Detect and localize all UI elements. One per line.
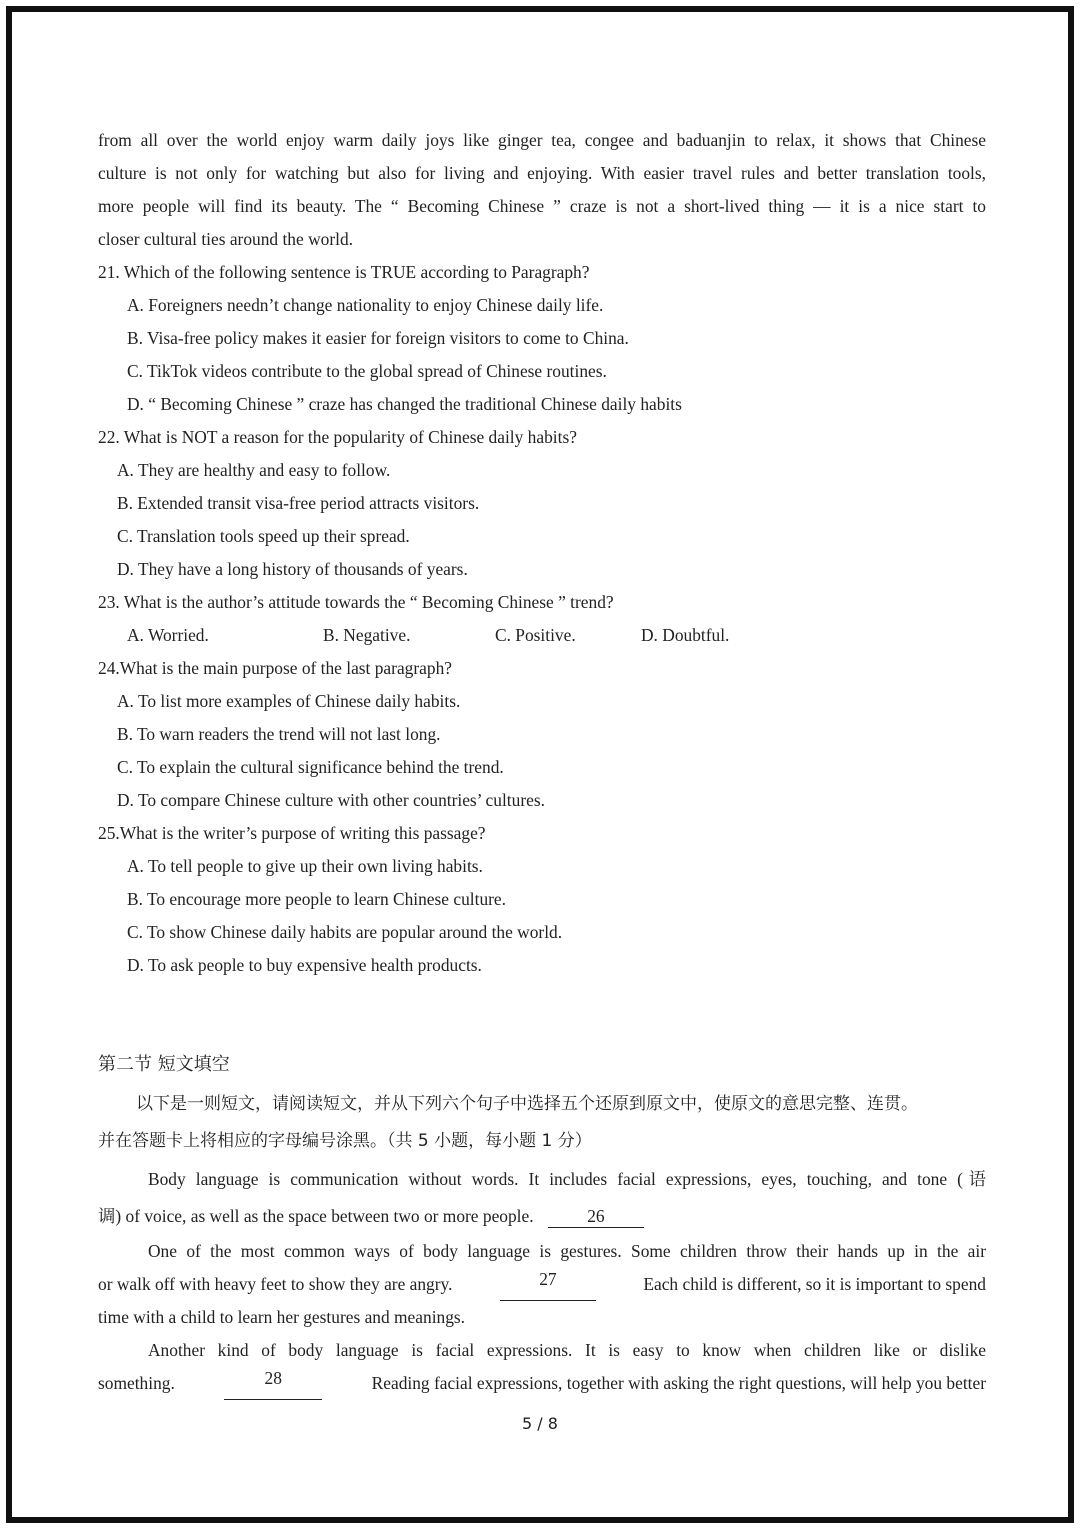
passage-text: something. <box>98 1373 175 1393</box>
passage-line <box>98 1367 986 1400</box>
question-23-option: D. Doubtful. <box>641 625 730 645</box>
question-24-option: C. To explain the cultural significance behind the trend. <box>117 757 504 777</box>
intro-line: culture is not only for watching but also for living and enjoying. With easier travel rules and better translation tools, <box>98 163 986 183</box>
question-21-option: D. “ Becoming Chinese ” craze has changed the traditional Chinese daily habits <box>127 394 682 414</box>
page-number: 5 / 8 <box>522 1414 558 1433</box>
passage-line: Another kind of body language is facial expressions. It is easy to know when children like or dislike <box>148 1340 986 1360</box>
question-22-option: D. They have a long history of thousands of years. <box>117 559 468 579</box>
passage-and-questions <box>98 124 986 982</box>
question-22-option: B. Extended transit visa-free period attracts visitors. <box>117 493 480 513</box>
question-21-option: C. TikTok videos contribute to the global spread of Chinese routines. <box>127 361 607 381</box>
intro-line: from all over the world enjoy warm daily joys like ginger tea, congee and baduanjin to relax, it shows that Chinese <box>98 130 986 150</box>
question-21-option: B. Visa-free policy makes it easier for foreign visitors to come to China. <box>127 328 629 348</box>
passage-line: time with a child to learn her gestures and meanings. <box>98 1307 466 1327</box>
question-23-option: A. Worried. <box>127 625 209 645</box>
question-25-option: C. To show Chinese daily habits are popular around the world. <box>127 922 563 942</box>
passage-text: or walk off with heavy feet to show they are angry. <box>98 1274 453 1294</box>
question-25-stem: 25.What is the writer’s purpose of writing this passage? <box>98 823 486 843</box>
question-22-stem: 22. What is NOT a reason for the popularity of Chinese daily habits? <box>98 427 577 447</box>
blank-27: 27 <box>500 1268 596 1301</box>
question-21-stem: 21. Which of the following sentence is TRUE according to Paragraph? <box>98 262 590 282</box>
passage-line: One of the most common ways of body language is gestures. Some children throw their hands up in the air <box>148 1241 986 1261</box>
instruction-line: 并在答题卡上将相应的字母编号涂黑。（共 5 小题，每小题 1 分） <box>98 1131 592 1151</box>
passage-text: Each child is different, so it is important to spend <box>643 1274 986 1294</box>
blank-26: 26 <box>548 1205 644 1228</box>
intro-line: closer cultural ties around the world. <box>98 229 353 249</box>
passage-line <box>98 1268 986 1301</box>
cloze-section <box>98 1086 986 1400</box>
question-22-option: C. Translation tools speed up their spread. <box>117 526 410 546</box>
question-23-option: B. Negative. <box>323 625 411 645</box>
intro-line: more people will find its beauty. The “ Becoming Chinese ” craze is not a short-lived thing — it is a nice start to <box>98 196 986 216</box>
question-22-option: A. They are healthy and easy to follow. <box>117 460 391 480</box>
question-23-option: C. Positive. <box>495 625 576 645</box>
question-23-options <box>98 619 986 652</box>
question-25-option: D. To ask people to buy expensive health products. <box>127 955 482 975</box>
question-24-stem: 24.What is the main purpose of the last paragraph? <box>98 658 452 678</box>
question-24-option: B. To warn readers the trend will not last long. <box>117 724 441 744</box>
question-21-option: A. Foreigners needn’t change nationality to enjoy Chinese daily life. <box>127 295 604 315</box>
passage-line: Body language is communication without words. It includes facial expressions, eyes, touching, and tone (语 <box>148 1169 986 1189</box>
passage-line <box>98 1198 986 1235</box>
instruction-line: 以下是一则短文，请阅读短文，并从下列六个句子中选择五个还原到原文中，使原文的意思完整、连贯。 <box>136 1094 918 1114</box>
question-24-option: D. To compare Chinese culture with other countries’ cultures. <box>117 790 545 810</box>
question-25-option: B. To encourage more people to learn Chinese culture. <box>127 889 506 909</box>
passage-text: Reading facial expressions, together with asking the right questions, will help you better <box>371 1373 986 1393</box>
question-23-stem: 23. What is the author’s attitude towards the “ Becoming Chinese ” trend? <box>98 592 614 612</box>
section-title: 第二节 短文填空 <box>98 1054 230 1075</box>
question-25-option: A. To tell people to give up their own living habits. <box>127 856 483 876</box>
blank-28: 28 <box>224 1367 322 1400</box>
question-24-option: A. To list more examples of Chinese daily habits. <box>117 691 461 711</box>
passage-text: 调) of voice, as well as the space between two or more people. <box>98 1206 534 1226</box>
